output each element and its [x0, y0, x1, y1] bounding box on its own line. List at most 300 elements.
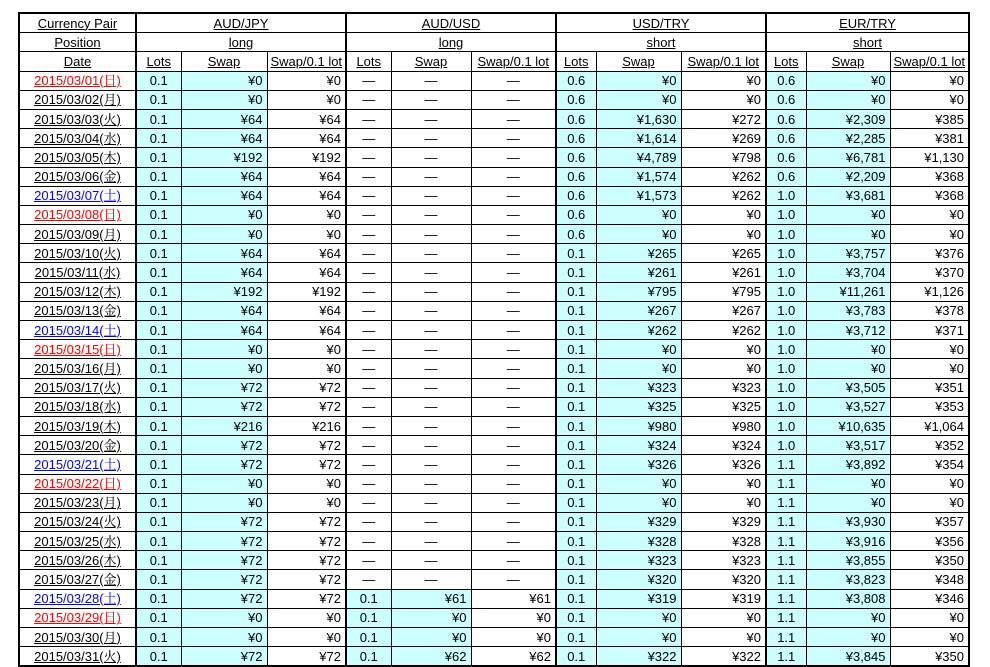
lots-cell: 1.0 — [766, 186, 806, 205]
table-row — [19, 512, 969, 531]
table-row — [19, 436, 969, 455]
lots-cell: 1.0 — [766, 301, 806, 320]
swap-cell: — — [391, 493, 471, 512]
swap-per-lot-cell: ¥368 — [890, 186, 969, 205]
swap-cell: ¥64 — [181, 263, 267, 282]
swap-per-lot-cell: ¥0 — [681, 359, 766, 378]
swap-cell: ¥795 — [596, 282, 681, 301]
position-header-row — [19, 33, 969, 52]
swap-per-lot-cell: ¥0 — [267, 225, 346, 244]
swap-cell: — — [391, 474, 471, 493]
date-cell[interactable]: 2015/03/19(木) — [19, 416, 136, 435]
lots-cell: — — [346, 205, 391, 224]
swap-per-lot-cell: ¥320 — [681, 570, 766, 589]
lots-cell: 1.0 — [766, 321, 806, 340]
swap-cell: ¥3,757 — [806, 244, 890, 263]
lots-cell: — — [346, 109, 391, 128]
lots-cell: 0.1 — [136, 167, 181, 186]
lots-cell: 0.6 — [556, 129, 596, 148]
swap-per-lot-cell: — — [471, 282, 556, 301]
date-cell[interactable]: 2015/03/22(日) — [19, 474, 136, 493]
swap-cell: ¥3,527 — [806, 397, 890, 416]
swap-per-lot-cell: — — [471, 205, 556, 224]
swap-cell: ¥3,823 — [806, 570, 890, 589]
table-row — [19, 551, 969, 570]
swap-cell: ¥72 — [181, 397, 267, 416]
date-cell[interactable]: 2015/03/01(日) — [19, 71, 136, 90]
swap-per-lot-cell: ¥0 — [890, 628, 969, 647]
swap-cell: ¥329 — [596, 512, 681, 531]
swap-cell: ¥6,781 — [806, 148, 890, 167]
lots-cell: 0.6 — [556, 205, 596, 224]
swap-cell: ¥326 — [596, 455, 681, 474]
swap-cell: ¥0 — [596, 340, 681, 359]
lots-cell: — — [346, 167, 391, 186]
swap-cell: ¥61 — [391, 589, 471, 608]
date-cell[interactable]: 2015/03/10(火) — [19, 244, 136, 263]
lots-cell: — — [346, 455, 391, 474]
swap-column-label: Swap — [181, 52, 267, 71]
date-cell[interactable]: 2015/03/23(月) — [19, 493, 136, 512]
swap-per-lot-cell: ¥262 — [681, 186, 766, 205]
date-cell[interactable]: 2015/03/30(月) — [19, 628, 136, 647]
swap-per-lot-cell: ¥192 — [267, 148, 346, 167]
lots-cell: 0.1 — [136, 129, 181, 148]
swap-per-lot-cell: ¥325 — [681, 397, 766, 416]
lots-cell: 0.1 — [556, 436, 596, 455]
swap-per-lot-cell: ¥0 — [681, 474, 766, 493]
date-cell[interactable]: 2015/03/16(月) — [19, 359, 136, 378]
lots-cell: — — [346, 551, 391, 570]
swap-per-lot-cell: — — [471, 321, 556, 340]
position-label: Position — [19, 33, 136, 52]
swap-per-lot-cell: — — [471, 129, 556, 148]
swap-cell: ¥3,681 — [806, 186, 890, 205]
table-row — [19, 71, 969, 90]
lots-cell: 0.1 — [556, 416, 596, 435]
swap-per-lot-cell: ¥72 — [267, 397, 346, 416]
swap-per-lot-cell: — — [471, 359, 556, 378]
swap-per-lot-cell: — — [471, 512, 556, 531]
swap-cell: ¥72 — [181, 589, 267, 608]
lots-cell: 0.1 — [136, 608, 181, 627]
swap-cell: ¥0 — [181, 474, 267, 493]
lots-cell: — — [346, 416, 391, 435]
lots-cell: 0.1 — [136, 186, 181, 205]
swap-per-lot-cell: ¥350 — [890, 647, 969, 667]
swap-per-lot-cell: — — [471, 570, 556, 589]
swap-cell: — — [391, 551, 471, 570]
swap-points-table — [18, 12, 970, 667]
lots-cell: 0.1 — [136, 90, 181, 109]
swap-per-lot-cell: — — [471, 532, 556, 551]
swap-per-lot-column-label: Swap/0.1 lot — [890, 52, 969, 71]
swap-per-lot-column-label: Swap/0.1 lot — [681, 52, 766, 71]
lots-cell: 0.1 — [136, 436, 181, 455]
lots-cell: 0.1 — [346, 608, 391, 627]
pair-header-audusd: AUD/USD — [346, 13, 556, 33]
swap-cell: ¥0 — [181, 340, 267, 359]
swap-cell: ¥72 — [181, 512, 267, 531]
swap-column-label: Swap — [391, 52, 471, 71]
lots-cell: 0.1 — [556, 455, 596, 474]
swap-per-lot-cell: ¥0 — [267, 90, 346, 109]
date-cell[interactable]: 2015/03/27(金) — [19, 570, 136, 589]
swap-per-lot-cell: ¥0 — [890, 90, 969, 109]
lots-cell: 0.1 — [556, 263, 596, 282]
lots-cell: 0.1 — [556, 628, 596, 647]
lots-cell: 1.0 — [766, 378, 806, 397]
swap-cell: ¥3,892 — [806, 455, 890, 474]
swap-cell: ¥323 — [596, 378, 681, 397]
swap-cell: — — [391, 397, 471, 416]
lots-cell: 0.1 — [136, 628, 181, 647]
swap-cell: ¥0 — [181, 71, 267, 90]
date-cell[interactable]: 2015/03/13(金) — [19, 301, 136, 320]
lots-cell: — — [346, 244, 391, 263]
swap-per-lot-cell: ¥216 — [267, 416, 346, 435]
table-row — [19, 186, 969, 205]
swap-per-lot-cell: ¥64 — [267, 321, 346, 340]
lots-cell: 1.0 — [766, 340, 806, 359]
swap-cell: ¥0 — [596, 359, 681, 378]
swap-cell: ¥3,517 — [806, 436, 890, 455]
date-cell[interactable]: 2015/03/09(月) — [19, 225, 136, 244]
lots-cell: 0.1 — [136, 71, 181, 90]
swap-per-lot-cell: ¥272 — [681, 109, 766, 128]
date-cell[interactable]: 2015/03/07(土) — [19, 186, 136, 205]
position-usdtry: short — [556, 33, 766, 52]
swap-per-lot-cell: ¥261 — [681, 263, 766, 282]
date-cell[interactable]: 2015/03/31(火) — [19, 647, 136, 667]
swap-cell: ¥62 — [391, 647, 471, 667]
swap-per-lot-cell: — — [471, 474, 556, 493]
swap-per-lot-cell: ¥64 — [267, 301, 346, 320]
swap-per-lot-cell: ¥0 — [681, 608, 766, 627]
swap-per-lot-cell: ¥72 — [267, 589, 346, 608]
swap-per-lot-cell: ¥0 — [890, 225, 969, 244]
table-row — [19, 225, 969, 244]
lots-cell: — — [346, 378, 391, 397]
lots-cell: — — [346, 90, 391, 109]
swap-per-lot-cell: — — [471, 397, 556, 416]
swap-cell: — — [391, 570, 471, 589]
swap-cell: ¥0 — [596, 90, 681, 109]
lots-cell: 1.0 — [766, 282, 806, 301]
swap-per-lot-cell: ¥0 — [267, 608, 346, 627]
date-cell[interactable]: 2015/03/12(木) — [19, 282, 136, 301]
swap-cell: ¥72 — [181, 436, 267, 455]
lots-cell: 1.1 — [766, 512, 806, 531]
swap-cell: — — [391, 436, 471, 455]
swap-per-lot-cell: ¥64 — [267, 109, 346, 128]
lots-cell: 0.1 — [556, 551, 596, 570]
swap-per-lot-cell: — — [471, 167, 556, 186]
table-row — [19, 340, 969, 359]
lots-cell: — — [346, 186, 391, 205]
swap-per-lot-cell: ¥0 — [681, 90, 766, 109]
swap-cell: ¥64 — [181, 244, 267, 263]
lots-cell: 0.1 — [556, 359, 596, 378]
lots-cell: — — [346, 493, 391, 512]
lots-cell: 1.1 — [766, 570, 806, 589]
pair-header-eurtry: EUR/TRY — [766, 13, 969, 33]
lots-cell: 0.6 — [766, 129, 806, 148]
swap-per-lot-cell: ¥0 — [681, 628, 766, 647]
lots-cell: 1.0 — [766, 263, 806, 282]
date-cell[interactable]: 2015/03/18(水) — [19, 397, 136, 416]
lots-cell: 0.1 — [136, 109, 181, 128]
date-cell[interactable]: 2015/03/28(土) — [19, 589, 136, 608]
swap-per-lot-cell: — — [471, 71, 556, 90]
lots-cell: 0.1 — [556, 340, 596, 359]
date-cell[interactable]: 2015/03/05(木) — [19, 148, 136, 167]
swap-cell: ¥980 — [596, 416, 681, 435]
swap-per-lot-cell: ¥1,126 — [890, 282, 969, 301]
swap-per-lot-column-label: Swap/0.1 lot — [471, 52, 556, 71]
swap-cell: ¥3,808 — [806, 589, 890, 608]
lots-cell: 0.1 — [136, 359, 181, 378]
swap-cell: ¥265 — [596, 244, 681, 263]
lots-cell: 0.1 — [136, 397, 181, 416]
lots-cell: 0.1 — [136, 647, 181, 667]
swap-per-lot-cell: ¥72 — [267, 512, 346, 531]
date-cell[interactable]: 2015/03/14(土) — [19, 321, 136, 340]
date-cell[interactable]: 2015/03/08(日) — [19, 205, 136, 224]
lots-column-label: Lots — [346, 52, 391, 71]
lots-cell: 0.1 — [136, 244, 181, 263]
lots-cell: 1.1 — [766, 647, 806, 667]
swap-per-lot-cell: ¥192 — [267, 282, 346, 301]
lots-cell: — — [346, 71, 391, 90]
swap-cell: ¥1,614 — [596, 129, 681, 148]
swap-cell: — — [391, 455, 471, 474]
swap-cell: — — [391, 263, 471, 282]
date-cell[interactable]: 2015/03/02(月) — [19, 90, 136, 109]
lots-cell: 0.1 — [556, 608, 596, 627]
swap-per-lot-cell: ¥0 — [267, 474, 346, 493]
swap-cell: ¥0 — [596, 493, 681, 512]
swap-per-lot-cell: ¥1,130 — [890, 148, 969, 167]
swap-cell: ¥1,573 — [596, 186, 681, 205]
lots-cell: 0.1 — [136, 321, 181, 340]
swap-per-lot-cell: — — [471, 244, 556, 263]
table-row — [19, 647, 969, 667]
swap-cell: ¥0 — [596, 628, 681, 647]
lots-cell: 0.1 — [556, 282, 596, 301]
swap-per-lot-cell: ¥0 — [471, 628, 556, 647]
swap-per-lot-cell: ¥64 — [267, 167, 346, 186]
swap-cell: ¥0 — [806, 340, 890, 359]
swap-cell: ¥324 — [596, 436, 681, 455]
swap-cell: ¥11,261 — [806, 282, 890, 301]
swap-cell: ¥72 — [181, 455, 267, 474]
lots-cell: — — [346, 225, 391, 244]
swap-cell: ¥216 — [181, 416, 267, 435]
swap-per-lot-cell: ¥0 — [681, 340, 766, 359]
lots-cell: 0.1 — [136, 589, 181, 608]
swap-per-lot-cell: — — [471, 263, 556, 282]
lots-cell: 0.1 — [136, 474, 181, 493]
table-row — [19, 321, 969, 340]
swap-cell: ¥3,704 — [806, 263, 890, 282]
swap-per-lot-cell: ¥0 — [890, 474, 969, 493]
table-row — [19, 455, 969, 474]
table-row — [19, 205, 969, 224]
currency-pair-header-row — [19, 13, 969, 33]
lots-cell: — — [346, 129, 391, 148]
table-row — [19, 167, 969, 186]
date-cell[interactable]: 2015/03/06(金) — [19, 167, 136, 186]
lots-cell: — — [346, 263, 391, 282]
swap-cell: ¥3,712 — [806, 321, 890, 340]
date-cell[interactable]: 2015/03/24(火) — [19, 512, 136, 531]
pair-header-audjpy: AUD/JPY — [136, 13, 346, 33]
swap-cell: — — [391, 359, 471, 378]
swap-per-lot-cell: ¥0 — [890, 340, 969, 359]
swap-per-lot-cell: ¥329 — [681, 512, 766, 531]
table-row — [19, 532, 969, 551]
swap-cell: ¥0 — [806, 628, 890, 647]
lots-cell: 0.1 — [556, 532, 596, 551]
date-cell[interactable]: 2015/03/15(日) — [19, 340, 136, 359]
date-cell[interactable]: 2015/03/04(水) — [19, 129, 136, 148]
lots-cell: 0.1 — [136, 378, 181, 397]
swap-cell: ¥72 — [181, 570, 267, 589]
swap-per-lot-cell: ¥72 — [267, 378, 346, 397]
table-row — [19, 397, 969, 416]
swap-cell: ¥64 — [181, 167, 267, 186]
swap-per-lot-cell: ¥356 — [890, 532, 969, 551]
swap-per-lot-cell: — — [471, 378, 556, 397]
swap-cell: — — [391, 282, 471, 301]
swap-per-lot-cell: ¥0 — [890, 608, 969, 627]
swap-cell: — — [391, 109, 471, 128]
swap-cell: — — [391, 148, 471, 167]
lots-cell: 1.0 — [766, 436, 806, 455]
lots-cell: 1.1 — [766, 589, 806, 608]
table-row — [19, 263, 969, 282]
pair-header-usdtry: USD/TRY — [556, 13, 766, 33]
swap-cell: — — [391, 186, 471, 205]
date-cell[interactable]: 2015/03/25(水) — [19, 532, 136, 551]
date-cell[interactable]: 2015/03/29(日) — [19, 608, 136, 627]
swap-per-lot-cell: — — [471, 455, 556, 474]
swap-cell: ¥64 — [181, 109, 267, 128]
table-row — [19, 378, 969, 397]
lots-column-label: Lots — [556, 52, 596, 71]
swap-cell: ¥0 — [806, 90, 890, 109]
table-row — [19, 109, 969, 128]
swap-per-lot-cell: — — [471, 436, 556, 455]
lots-cell: 0.6 — [556, 225, 596, 244]
swap-cell: ¥192 — [181, 282, 267, 301]
lots-cell: 1.0 — [766, 416, 806, 435]
lots-cell: 0.1 — [136, 282, 181, 301]
lots-cell: 0.6 — [556, 90, 596, 109]
lots-cell: 0.1 — [556, 570, 596, 589]
swap-cell: ¥0 — [596, 71, 681, 90]
table-row — [19, 148, 969, 167]
swap-cell: ¥0 — [391, 628, 471, 647]
lots-cell: 0.6 — [766, 90, 806, 109]
lots-cell: 0.1 — [136, 493, 181, 512]
lots-cell: 0.1 — [346, 647, 391, 667]
lots-cell: 0.6 — [556, 109, 596, 128]
swap-per-lot-cell: ¥0 — [681, 205, 766, 224]
lots-cell: 0.6 — [766, 71, 806, 90]
swap-cell: ¥0 — [181, 359, 267, 378]
table-row — [19, 301, 969, 320]
swap-per-lot-cell: — — [471, 90, 556, 109]
lots-cell: 1.0 — [766, 244, 806, 263]
date-cell[interactable]: 2015/03/20(金) — [19, 436, 136, 455]
swap-per-lot-cell: ¥62 — [471, 647, 556, 667]
swap-cell: ¥1,574 — [596, 167, 681, 186]
lots-cell: 0.1 — [136, 301, 181, 320]
date-cell[interactable]: 2015/03/17(火) — [19, 378, 136, 397]
swap-per-lot-cell: ¥0 — [267, 71, 346, 90]
table-row — [19, 359, 969, 378]
lots-cell: — — [346, 532, 391, 551]
lots-cell: 0.1 — [556, 647, 596, 667]
lots-cell: — — [346, 570, 391, 589]
swap-per-lot-cell: ¥262 — [681, 167, 766, 186]
lots-cell: 0.1 — [556, 321, 596, 340]
lots-column-label: Lots — [766, 52, 806, 71]
swap-cell: — — [391, 90, 471, 109]
swap-per-lot-cell: — — [471, 493, 556, 512]
lots-cell: 1.1 — [766, 551, 806, 570]
lots-cell: 0.1 — [136, 570, 181, 589]
table-row — [19, 129, 969, 148]
lots-cell: 0.1 — [556, 397, 596, 416]
lots-cell: — — [346, 282, 391, 301]
date-cell[interactable]: 2015/03/03(火) — [19, 109, 136, 128]
swap-cell: ¥72 — [181, 647, 267, 667]
swap-per-lot-cell: ¥0 — [681, 493, 766, 512]
date-cell[interactable]: 2015/03/11(水) — [19, 263, 136, 282]
swap-per-lot-cell: ¥0 — [267, 340, 346, 359]
position-eurtry: short — [766, 33, 969, 52]
table-row — [19, 416, 969, 435]
swap-per-lot-cell: ¥72 — [267, 455, 346, 474]
lots-cell: — — [346, 474, 391, 493]
date-cell[interactable]: 2015/03/26(木) — [19, 551, 136, 570]
swap-cell: ¥328 — [596, 532, 681, 551]
swap-column-label: Swap — [806, 52, 890, 71]
swap-cell: ¥0 — [806, 359, 890, 378]
swap-per-lot-cell: ¥265 — [681, 244, 766, 263]
swap-per-lot-cell: ¥0 — [267, 628, 346, 647]
swap-per-lot-cell: ¥64 — [267, 263, 346, 282]
swap-per-lot-cell: ¥72 — [267, 570, 346, 589]
swap-cell: ¥262 — [596, 321, 681, 340]
swap-cell: ¥0 — [806, 608, 890, 627]
date-cell[interactable]: 2015/03/21(土) — [19, 455, 136, 474]
swap-per-lot-cell: ¥72 — [267, 532, 346, 551]
swap-cell: ¥0 — [806, 225, 890, 244]
lots-cell: 0.1 — [346, 628, 391, 647]
lots-cell: 0.1 — [136, 512, 181, 531]
swap-per-lot-cell: — — [471, 301, 556, 320]
swap-per-lot-cell: ¥378 — [890, 301, 969, 320]
swap-cell: ¥319 — [596, 589, 681, 608]
lots-cell: 0.1 — [346, 589, 391, 608]
lots-cell: — — [346, 359, 391, 378]
swap-per-lot-cell: ¥262 — [681, 321, 766, 340]
swap-cell: ¥3,916 — [806, 532, 890, 551]
